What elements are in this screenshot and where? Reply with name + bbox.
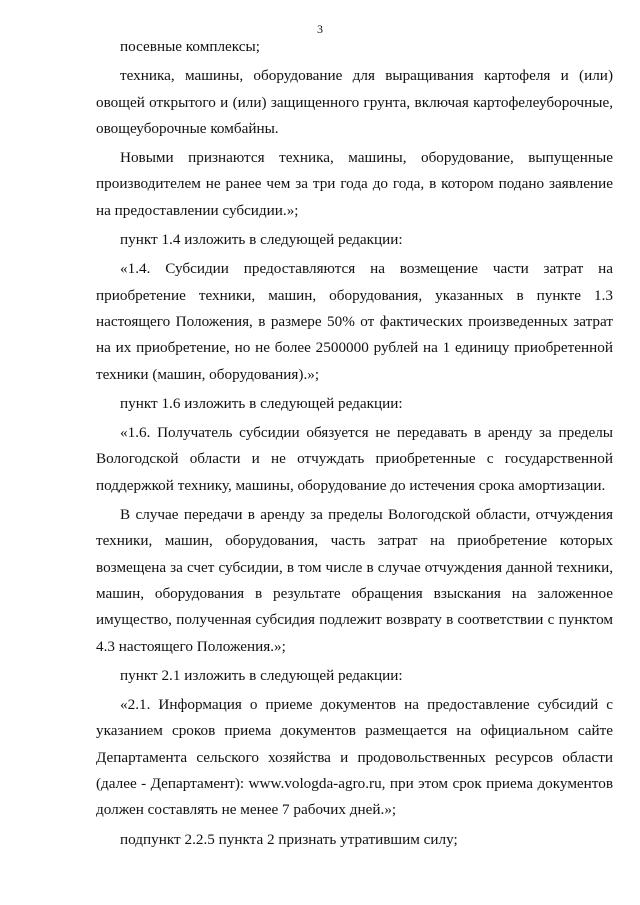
paragraph-subclause-2-2-5: подпункт 2.2.5 пункта 2 признать утратившим силу; (120, 830, 458, 848)
paragraph-clause-1-6-intro: пункт 1.6 изложить в следующей редакции: (120, 394, 403, 412)
paragraph-new-equipment-definition: Новыми признаются техника, машины, оборудование, выпущенные производителем не ранее чем за три года до года, в котором подано заявление на предоставлении субсидии.»; (96, 149, 613, 219)
paragraph-lease-transfer: В случае передачи в аренду за пределы Вологодской области, отчуждения техники, машин, оборудования, часть затрат на приобретение которых возмещена за счет субсидии, в том числе в случае отчуждения данной техники, машин, оборудования в результате обращения взыскания на заложенное имущество, полученная субсидия подлежит возврату в соответствии с пунктом 4.3 настоящего Положения.»; (96, 506, 613, 655)
paragraph-clause-1-4-intro: пункт 1.4 изложить в следующей редакции: (120, 231, 403, 249)
paragraph-clause-1-4: «1.4. Субсидии предоставляются на возмещение части затрат на приобретение техники, машин, оборудования, указанных в пункте 1.3 настоящего Положения, в размере 50% от фактических произведенных затрат на их приобретение, но не более 2500000 рублей на 1 единицу приобретенной техники (машин, оборудования).»; (96, 260, 613, 383)
paragraph-potato-equipment: техника, машины, оборудование для выращивания картофеля и (или) овощей открытого и (или) защищенного грунта, включая картофелеуборочные, овощеуборочные комбайны. (96, 67, 613, 137)
paragraph-clause-2-1-intro: пункт 2.1 изложить в следующей редакции: (120, 666, 403, 684)
paragraph-clause-2-1: «2.1. Информация о приеме документов на предоставление субсидий с указанием сроков приема документов размещается на официальном сайте Департамента сельского хозяйства и продовольственных ресурсов области (далее - Департамент): www.vologda-agro.ru, при этом срок приема документов должен составлять не менее 7 рабочих дней.»; (96, 696, 613, 819)
paragraph-seeding-complexes: посевные комплексы; (120, 38, 260, 55)
page-number: 3 (317, 22, 323, 36)
paragraph-clause-1-6: «1.6. Получатель субсидии обязуется не передавать в аренду за пределы Вологодской области и не отчуждать приобретенные с государственной поддержкой технику, машины, оборудование до истечения срока амортизации. (96, 424, 613, 494)
document-body (96, 34, 613, 853)
